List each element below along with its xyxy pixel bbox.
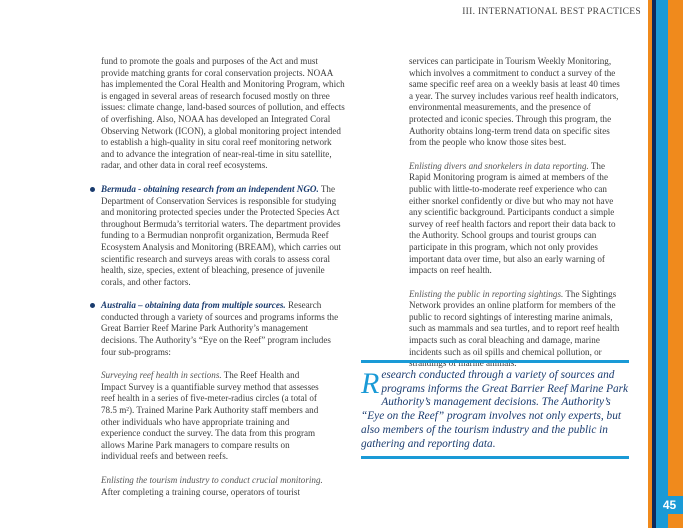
right-column — [409, 56, 625, 370]
australia-body: Research conducted through a variety of sources and programs informs the Great Barrier Reef Marine Park Authority’s management decisions. The Authority’s “Eye on the Reef” program includes four sub-programs: — [101, 300, 339, 357]
intro-paragraph: fund to promote the goals and purposes of the Act and must provide matching grants for coral conservation projects. NOAA has implemented the Coral Health and Monitoring Program, which is engaged in several areas of research focused mostly on three issues: climate change, land-based sources of pollution, and effects of overfishing. Also, NOAA has developed an Integrated Coral Observing Network (ICON), a global monitoring project intended to establish a high-quality in situ coral reef monitoring network and to advance the integration of near-real-time in situ satellite, radar, and other data in coral reef ecosystems. — [101, 56, 345, 171]
blue-stripe — [656, 0, 668, 528]
public-paragraph — [409, 289, 625, 370]
pull-quote-text — [361, 369, 629, 451]
public-body: The Sightings Network provides an online platform for members of the public to record sightings of interesting marine animals, such as mammals and sea turtles, and to report reef health impacts such as coral bleaching and damage, marine incidents such as oil spills and chemical pollution, or strandings of marine animals. — [409, 288, 620, 369]
tourism-body: After completing a training course, operators of tourist — [101, 486, 300, 497]
public-heading: Enlisting the public in reporting sightings. — [409, 288, 564, 299]
tourism-heading: Enlisting the tourism industry to conduct crucial monitoring. — [101, 475, 323, 485]
australia-heading: Australia – obtaining data from multiple sources. — [101, 300, 286, 311]
divers-heading: Enlisting divers and snorkelers in data reporting. — [409, 160, 589, 171]
tourism-paragraph — [101, 475, 326, 498]
section-header: III. INTERNATIONAL BEST PRACTICES — [462, 7, 641, 17]
page-number: 45 — [656, 496, 683, 514]
bullet-icon — [90, 303, 95, 308]
pull-quote — [361, 360, 629, 459]
drop-cap: R — [361, 367, 380, 400]
bermuda-body: The Department of Conservation Services is responsible for studying and monitoring protected species under the Protected Species Act throughout Bermuda’s territorial waters. The department provides funding to a Bermudian nonprofit organization, Bermuda Reef Ecosystem Analysis and Monitoring (BREAM), which carries out scientific research and surveys areas with corals to assess coral health, size, species, extent of bleaching, presence of juvenile corals, and other factors. — [101, 183, 341, 287]
bermuda-heading: Bermuda - obtaining research from an independent NGO. — [101, 183, 319, 194]
surveying-paragraph — [101, 370, 326, 463]
australia-bullet — [101, 300, 345, 358]
left-column — [101, 56, 345, 498]
bullet-icon — [90, 187, 95, 192]
pull-quote-body: esearch conducted through a variety of sources and programs informs the Great Barrier Reef Marine Park Authority’s management decisions. The Authority’s “Eye on the Reef” program involves not only experts, but also members of the tourism industry and the public in gathering and reporting data. — [361, 369, 629, 450]
tourism-continued-paragraph: services can participate in Tourism Weekly Monitoring, which involves a commitment to conduct a survey of the same specific reef area on a weekly basis at least 40 times a year. The survey includes various reef health indicators, environmental measurements, and the presence of protected and iconic species. Through this program, the Authority obtains long-term trend data on specific sites from the people who know those sites best. — [409, 56, 620, 148]
surveying-body: The Reef Health and Impact Survey is a quantifiable survey method that assesses reef health in a series of five-meter-radius circles (a total of 78.5 m²). Trained Marine Park Authority staff members and other individuals who have appropriate training and experience conduct the survey. The data from this program allows Marine Park managers to compare results on individual reefs and between reefs. — [101, 370, 319, 462]
surveying-heading: Surveying reef health in sections. — [101, 370, 222, 381]
orange-stripe-outer — [668, 0, 683, 528]
bermuda-bullet — [101, 184, 345, 288]
divers-paragraph — [409, 161, 625, 277]
divers-body: The Rapid Monitoring program is aimed at members of the public with little-to-moderate reef experience who can either snorkel confidently or dive but who may not have any scientific background. Participants conduct a simple survey of reef health factors and report their data back to the Authority. School groups and tourist groups can participate in this program, which not only provides important data over time, but also an early warning of impacts on reef health. — [409, 160, 616, 276]
